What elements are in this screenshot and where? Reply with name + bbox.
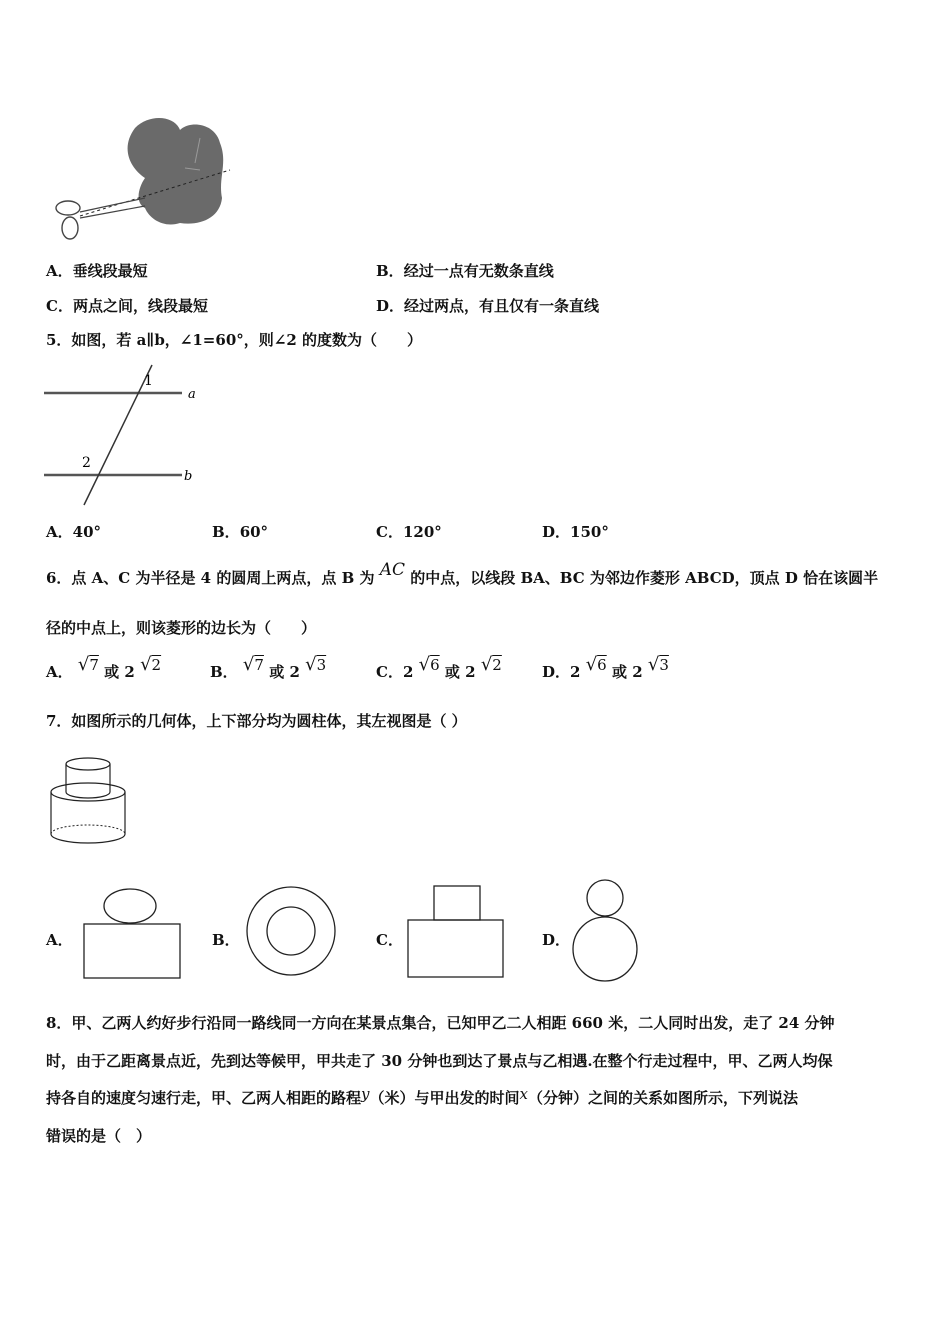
angle-1-label: 1	[144, 373, 153, 389]
q7-option-d-figure	[572, 878, 640, 986]
angle-2-label: 2	[82, 455, 91, 471]
arc-ac: AC	[379, 560, 405, 580]
leaf-scissors-figure	[50, 108, 240, 248]
q5-stem: 5．如图，若 a∥b，∠1=60°，则∠2 的度数为（ ）	[46, 331, 422, 349]
q5-option-a: A．40°	[46, 523, 102, 541]
scissors-icon	[56, 198, 145, 239]
line-a-label: a	[188, 387, 196, 402]
q7-option-a-label: A．	[46, 931, 73, 949]
q6-option-d: D．2 √6 或 2 √3	[542, 654, 669, 681]
q4-option-d: D．经过两点，有且仅有一条直线	[376, 297, 600, 315]
q4-option-a: A．垂线段最短	[46, 262, 148, 280]
q6-stem-line1: 6．点 A、C 为半径是 4 的圆周上两点，点 B 为 AC 的中点，以线段 BA、BC 为邻边作菱形 ABCD，顶点 D 恰在该圆半	[46, 560, 879, 587]
q6-option-c: C．2 √6 或 2 √2	[376, 654, 502, 681]
parallel-lines-figure	[44, 365, 204, 510]
transversal	[84, 365, 152, 505]
cylinder-solid-figure	[48, 752, 138, 852]
q4-option-c: C．两点之间，线段最短	[46, 297, 208, 315]
q6-option-b: B． √7 或 2 √3	[210, 654, 327, 681]
q5-option-b: B．60°	[212, 523, 269, 541]
q8-line4: 错误的是（ ）	[46, 1127, 152, 1145]
q7-option-d-label: D．	[542, 931, 571, 949]
var-x: x	[519, 1085, 528, 1103]
line-b-label: b	[184, 469, 193, 484]
q5-option-c: C．120°	[376, 523, 442, 541]
q7-option-c-figure	[406, 884, 506, 980]
q5-option-d: D．150°	[542, 523, 609, 541]
q7-option-c-label: C．	[376, 931, 403, 949]
q8-line2: 时，由于乙距离景点近，先到达等候甲，甲共走了 30 分钟也到达了景点与乙相遇.在整个行走过程中，甲、乙两人均保	[46, 1052, 833, 1070]
q8-line3: 持各自的速度匀速行走，甲、乙两人相距的路程y（米）与甲出发的时间x（分钟）之间的关系如图所示，下列说法	[46, 1085, 798, 1107]
q8-line1: 8．甲、乙两人约好步行沿同一路线同一方向在某景点集合，已知甲乙二人相距 660 米，二人同时出发，走了 24 分钟	[46, 1014, 835, 1032]
q7-option-a-figure	[82, 886, 182, 981]
var-y: y	[361, 1085, 370, 1103]
leaf-shape	[128, 118, 224, 224]
q6-option-a: A． √7 或 2 √2	[46, 654, 162, 681]
q7-stem: 7．如图所示的几何体，上下部分均为圆柱体，其左视图是（ ）	[46, 712, 467, 730]
q7-option-b-label: B．	[212, 931, 240, 949]
q7-option-b-figure	[246, 886, 338, 978]
q4-option-b: B．经过一点有无数条直线	[376, 262, 554, 280]
q6-stem-line2: 径的中点上，则该菱形的边长为（ ）	[46, 619, 317, 637]
